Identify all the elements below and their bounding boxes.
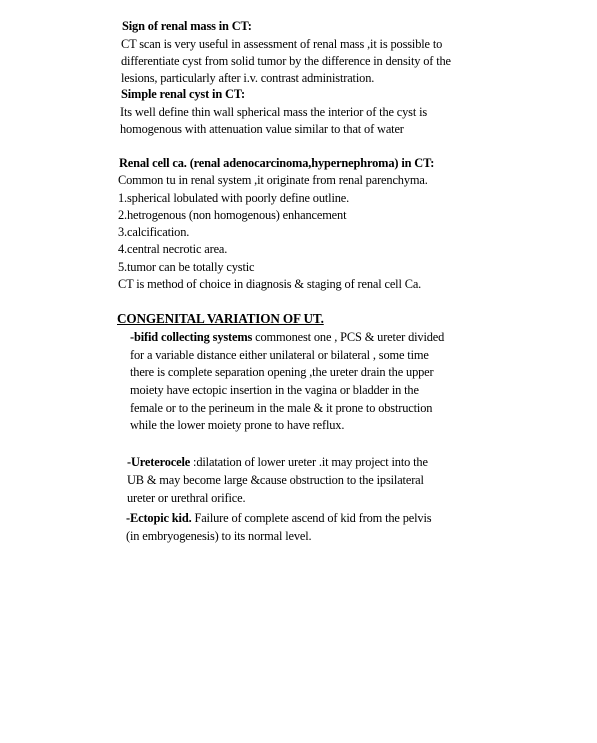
simple-cyst-line-1: Its well define thin wall spherical mass the interior of the cyst is — [120, 105, 428, 119]
renal-mass-line-2: differentiate cyst from solid tumor by the difference in density of the — [121, 54, 451, 68]
ureterocele-line-1 — [127, 454, 428, 470]
bifid-line-4: moiety have ectopic insertion in the vagina or bladder in the — [130, 383, 419, 397]
ureterocele-term: -Ureterocele — [127, 455, 191, 469]
renal-cell-line-3: 2.hetrogenous (non homogenous) enhancement — [118, 208, 347, 222]
bifid-line-5: female or to the perineum in the male & it prone to obstruction — [130, 401, 433, 415]
ureterocele-line-3: ureter or urethral orifice. — [127, 491, 246, 505]
bifid-line-1-text: commonest one , PCS & ureter divided — [252, 330, 445, 344]
renal-cell-line-5: 4.central necrotic area. — [118, 242, 228, 256]
ectopic-term: -Ectopic kid. — [126, 511, 192, 525]
bifid-term: -bifid collecting systems — [130, 330, 253, 344]
renal-cell-line-2: 1.spherical lobulated with poorly define outline. — [118, 191, 350, 205]
ureterocele-line-1-text: :dilatation of lower ureter .it may project into the — [190, 455, 428, 469]
renal-mass-line-1: CT scan is very useful in assessment of renal mass ,it is possible to — [121, 37, 443, 51]
renal-mass-heading: Sign of renal mass in CT: — [122, 19, 252, 33]
renal-cell-heading: Renal cell ca. (renal adenocarcinoma,hypernephroma) in CT: — [119, 156, 435, 170]
renal-cell-line-4: 3.calcification. — [118, 225, 190, 239]
bifid-line-2: for a variable distance either unilateral or bilateral , some time — [130, 348, 429, 362]
renal-mass-line-3: lesions, particularly after i.v. contrast administration. — [121, 71, 375, 85]
bifid-line-3: there is complete separation opening ,the ureter drain the upper — [130, 365, 434, 379]
ectopic-line-1 — [126, 510, 431, 526]
congenital-heading: CONGENITAL VARIATION OF UT. — [117, 311, 324, 326]
renal-cell-line-1: Common tu in renal system ,it originate from renal parenchyma. — [118, 173, 428, 187]
ectopic-line-2: (in embryogenesis) to its normal level. — [126, 529, 312, 543]
simple-cyst-heading: Simple renal cyst in CT: — [121, 87, 245, 101]
simple-cyst-line-2: homogenous with attenuation value similar to that of water — [120, 122, 404, 136]
bifid-line-6: while the lower moiety prone to have reflux. — [130, 418, 345, 432]
bifid-line-1 — [130, 329, 444, 345]
renal-cell-line-7: CT is method of choice in diagnosis & staging of renal cell Ca. — [118, 277, 422, 291]
renal-cell-line-6: 5.tumor can be totally cystic — [118, 260, 255, 274]
ureterocele-line-2: UB & may become large &cause obstruction to the ipsilateral — [127, 473, 424, 487]
ectopic-line-1-text: Failure of complete ascend of kid from the pelvis — [191, 511, 432, 525]
